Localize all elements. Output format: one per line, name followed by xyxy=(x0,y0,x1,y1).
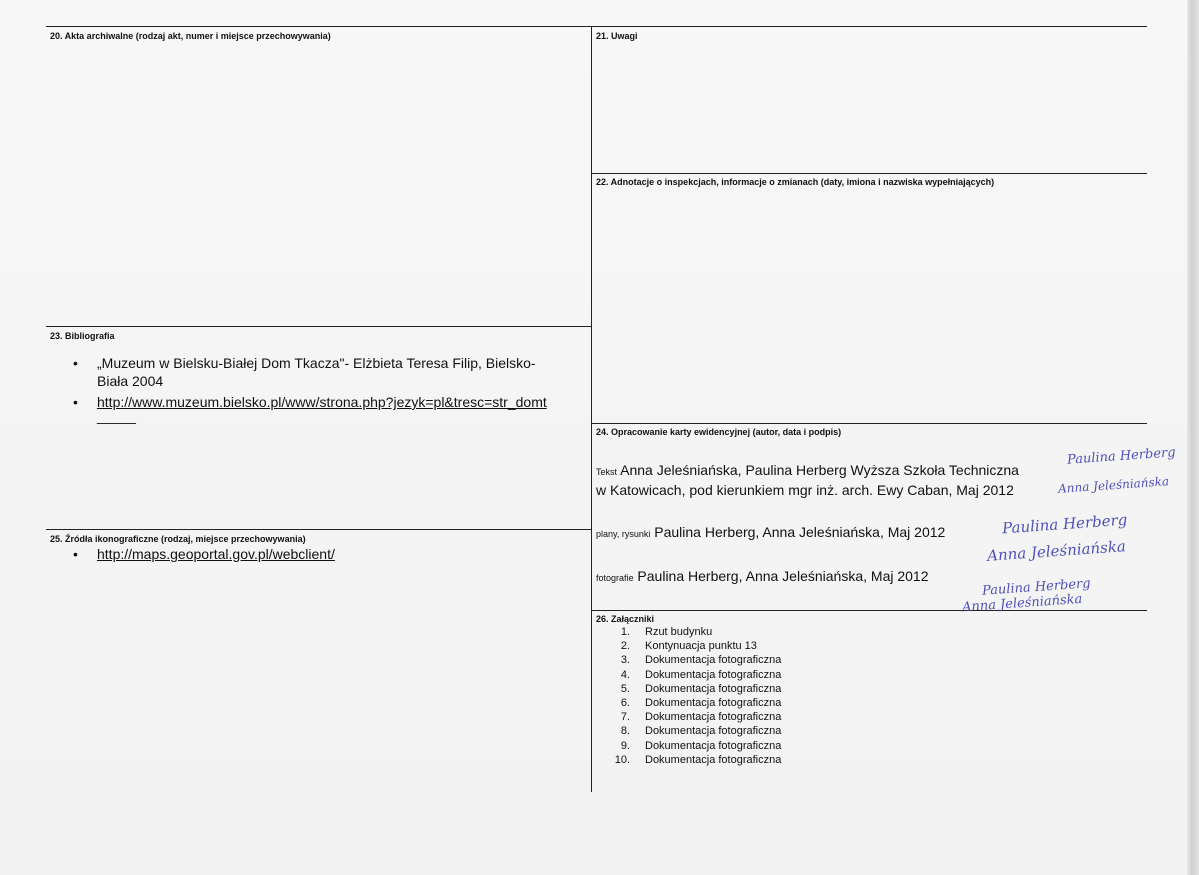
center-divider xyxy=(591,26,592,792)
attachment-name: Dokumentacja fotograficzna xyxy=(645,753,782,766)
bullet-icon: • xyxy=(73,355,78,371)
plany-label: plany, rysunki xyxy=(596,529,651,539)
bibliography-link[interactable]: http://www.muzeum.bielsko.pl/www/strona.php?jezyk=pl&tresc=str_domt xyxy=(97,394,547,410)
section-25-label: 25. Źródła ikonograficzne (rodzaj, miejsce przechowywania) xyxy=(50,534,306,544)
authorship-text-row xyxy=(596,462,1019,478)
signature-1a: Paulina Herberg xyxy=(1066,445,1177,468)
rule-24 xyxy=(592,423,1147,424)
attachment-number: 2. xyxy=(620,640,630,653)
tekst-value: Anna Jeleśniańska, Paulina Herberg Wyższa Szkoła Techniczna xyxy=(620,462,1019,478)
attachment-name: Rzut budynku xyxy=(645,626,713,638)
attachment-number: 5. xyxy=(620,682,630,695)
top-rule xyxy=(46,26,1147,27)
signature-3b: Anna Jeleśniańska xyxy=(961,591,1083,616)
attachment-name: Dokumentacja fotograficzna xyxy=(645,654,782,667)
attachment-name: Dokumentacja fotograficzna xyxy=(645,682,782,695)
attachment-name: Dokumentacja fotograficzna xyxy=(645,711,782,724)
rule-25 xyxy=(46,529,591,530)
attachment-name: Dokumentacja fotograficzna xyxy=(645,739,782,752)
attachment-number: 1. xyxy=(620,626,630,638)
page-edge xyxy=(1187,0,1199,875)
bibliography-text-line2: Biała 2004 xyxy=(97,373,164,389)
geoportal-link[interactable]: http://maps.geoportal.gov.pl/webclient/ xyxy=(97,546,335,562)
fotografie-label: fotografie xyxy=(596,573,634,583)
rule-22 xyxy=(592,173,1147,174)
bullet-icon: • xyxy=(73,394,78,410)
attachment-number: 4. xyxy=(620,668,630,681)
attachment-number: 8. xyxy=(620,725,630,738)
tekst-label: Tekst xyxy=(596,467,618,477)
bibliography-link-item[interactable] xyxy=(73,394,588,430)
bibliography-item xyxy=(73,355,583,391)
plany-value: Paulina Herberg, Anna Jeleśniańska, Maj 2012 xyxy=(654,524,946,540)
attachment-name: Dokumentacja fotograficzna xyxy=(645,668,782,681)
attachment-number: 3. xyxy=(620,654,630,667)
section-24-label: 24. Opracowanie karty ewidencyjnej (autor, data i podpis) xyxy=(596,427,842,437)
section-22-label: 22. Adnotacje o inspekcjach, informacje o zmianach (daty, imiona i nazwiska wypełniających) xyxy=(596,177,995,187)
bibliography-text-line1: „Muzeum w Bielsku-Białej Dom Tkacza"- Elżbieta Teresa Filip, Bielsko- xyxy=(97,355,536,371)
section-21-label: 21. Uwagi xyxy=(596,31,638,41)
bibliography-link-underline: _____ xyxy=(97,408,136,424)
signature-3a: Paulina Herberg xyxy=(981,576,1092,599)
plans-row xyxy=(596,524,945,540)
authorship-text-row-2: w Katowicach, pod kierunkiem mgr inż. arch. Ewy Caban, Maj 2012 xyxy=(596,482,1014,498)
attachment-number: 6. xyxy=(620,696,630,709)
attachment-number: 10. xyxy=(614,753,630,766)
attachment-name: Dokumentacja fotograficzna xyxy=(645,725,782,738)
section-26-label: 26. Załączniki xyxy=(596,614,655,624)
attachment-name: Kontynuacja punktu 13 xyxy=(645,640,757,653)
iconographic-source-item[interactable] xyxy=(73,546,473,564)
signature-2a: Paulina Herberg xyxy=(1001,510,1128,538)
fotografie-value: Paulina Herberg, Anna Jeleśniańska, Maj 2012 xyxy=(637,568,929,584)
section-20-label: 20. Akta archiwalne (rodzaj akt, numer i miejsce przechowywania) xyxy=(50,31,331,41)
attachment-number: 7. xyxy=(620,711,630,724)
rule-23 xyxy=(46,326,591,327)
signature-1b: Anna Jeleśniańska xyxy=(1057,474,1170,496)
section-23-label: 23. Bibliografia xyxy=(50,331,115,341)
photos-row xyxy=(596,568,929,584)
bullet-icon: • xyxy=(73,546,78,562)
attachment-name: Dokumentacja fotograficzna xyxy=(645,696,782,709)
attachment-number: 9. xyxy=(620,739,630,752)
rule-26 xyxy=(592,610,1147,611)
signature-2b: Anna Jeleśniańska xyxy=(986,537,1127,565)
